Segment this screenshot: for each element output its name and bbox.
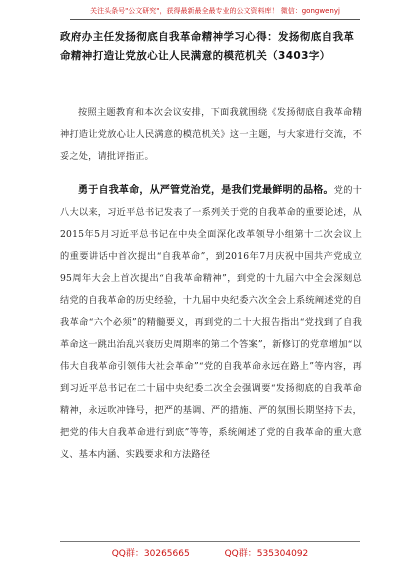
header-banner: 关注头条号"公文研究"，获得最新最全最专业的公文资料库！ 微信：gongwenyj [70, 6, 360, 20]
paragraph-lead: 勇于自我革命，从严管党治党，是我们党最鲜明的品格。 [78, 185, 334, 196]
paragraph-main [60, 180, 362, 466]
footer-qq-group-2: QQ群：535304092 [224, 549, 309, 559]
footer-qq-group-1: QQ群：30265665 [111, 549, 190, 559]
document-title: 政府办主任发扬彻底自我革命精神学习心得：发扬彻底自我革命精神打造让党放心让人民满意的模范机关（3403字） [60, 31, 355, 62]
footer [60, 541, 360, 559]
paragraph-main-text: 党的十八大以来，习近平总书记发表了一系列关于党的自我革命的重要论述，从2015年5月习近平总书记在中央全面深化改革领导小组第十二次会议上的重要讲话中首次提出“自我革命”，到2016年7月庆祝中国共产党成立95周年大会上首次提出“自我革命精神”，到党的十九届六中全会深刻总结党的自我革命的历史经验，十九届中央纪委六次全会上系统阐述党的自我革命“六个必须”的精髓要义，再到党的二十大报告指出“党找到了自我革命这一跳出治乱兴衰历史周期率的第二个答案”，新修订的党章增加“以伟大自我革命引领伟大社会革命”“党的自我革命永远在路上”等内容，再到习近平总书记在二十届中央纪委二次全会强调要“发扬彻底的自我革命精神，永远吹冲锋号，把严的基调、严的措施、严的氛围长期坚持下去，把党的伟大自我革命进行到底”等等，系统阐述了党的自我革命的重大意义、基本内涵、实践要求和方法路径 [60, 185, 363, 460]
paragraph-intro: 按照主题教育和本次会议安排，下面我就围绕《发扬彻底自我革命精神打造让党放心让人民满意的模范机关》这一主题，与大家进行交流，不妥之处，请批评指正。 [60, 107, 362, 162]
